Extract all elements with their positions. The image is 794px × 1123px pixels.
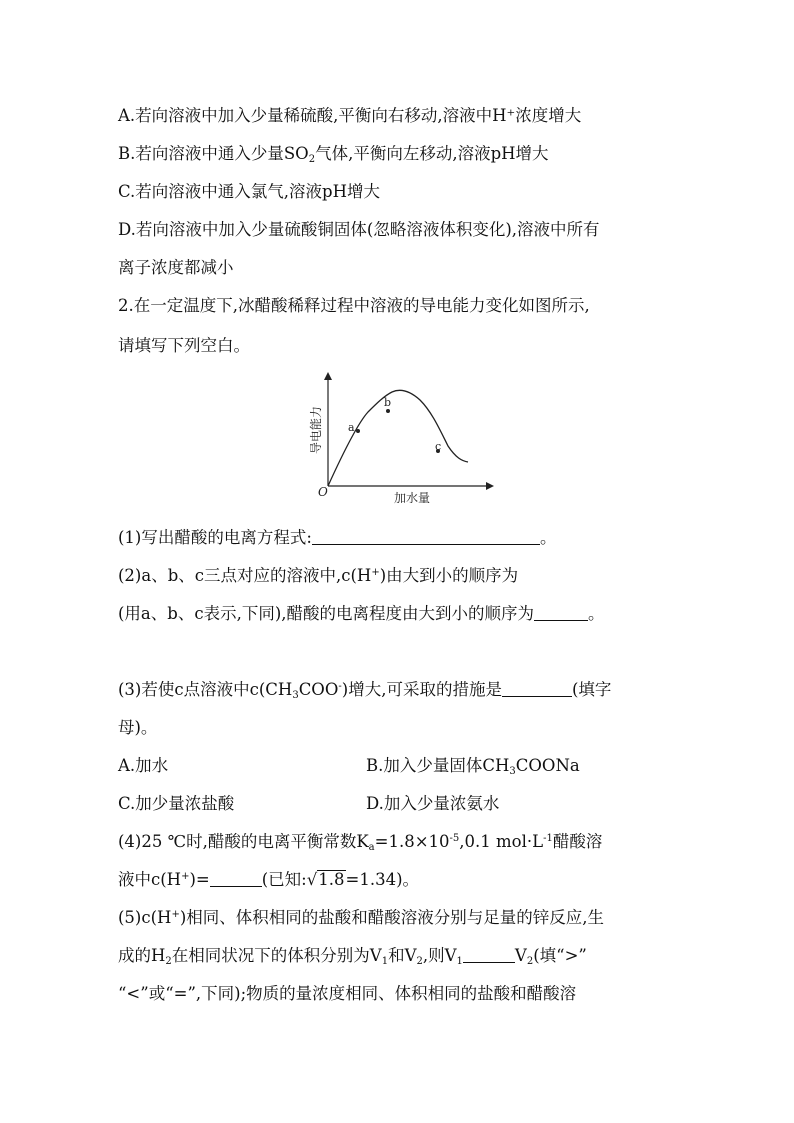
question2-stem-line1: 2.在一定温度下,冰醋酸稀释过程中溶液的导电能力变化如图所示, xyxy=(118,296,590,315)
part2-line2: (用a、b、c表示,下同),醋酸的电离程度由大到小的顺序为 。 xyxy=(118,604,605,623)
option-d-line1: D.若向溶液中加入少量硫酸铜固体(忽略溶液体积变化),溶液中所有 xyxy=(118,220,600,239)
x-axis-arrow xyxy=(486,482,494,490)
option-c: C.若向溶液中通入氯气,溶液pH增大 xyxy=(118,182,380,201)
sqrt-sign: √ xyxy=(306,870,318,889)
conductivity-curve xyxy=(328,390,468,486)
part3-line1: (3)若使c点溶液中$c(CH_3COO^-)$增大,可采取的措施是 (填字 xyxy=(118,680,612,701)
part4-line2: 液中c(H+)= (已知:√1.8=1.34)。 xyxy=(118,870,420,889)
point-b-marker xyxy=(386,409,390,413)
part2-line1: (2)a、b、c三点对应的溶液中,c(H+)由大到小的顺序为 xyxy=(118,566,519,585)
question2-stem-line2: 请填写下列空白。 xyxy=(118,336,250,355)
conductivity-diagram xyxy=(298,368,498,508)
answer-blank-1[interactable] xyxy=(312,528,540,545)
point-c-label: c xyxy=(435,440,442,453)
origin-label: O xyxy=(318,485,328,499)
answer-blank-2[interactable] xyxy=(534,604,588,621)
answer-blank-5[interactable] xyxy=(463,946,515,963)
option-a: A.若向溶液中加入少量稀硫酸,平衡向右移动,溶液中H⁺浓度增大 xyxy=(118,106,582,125)
part3-options-row1 xyxy=(118,754,168,778)
point-b-label: b xyxy=(384,396,392,409)
point-a-marker xyxy=(356,429,360,433)
part3-line2: 母)。 xyxy=(118,718,158,737)
part1: (1)写出醋酸的电离方程式: 。 xyxy=(118,528,557,547)
part4-line1: (4)25 ℃时,醋酸的电离平衡常数$K_a=1.8\times 10^{-5},0.1$ $mol\cdot L^{-1}$醋酸溶 xyxy=(118,832,603,853)
point-a-label: a xyxy=(348,421,355,434)
option-3d: D.加入少量浓氨水 xyxy=(366,794,500,813)
option-3a: A.加水 xyxy=(118,756,169,775)
option-3c: C.加少量浓盐酸 xyxy=(118,794,235,813)
sqrt-radicand: 1.8 xyxy=(318,870,345,889)
y-axis-label: 导电能力 xyxy=(309,405,323,454)
answer-blank-3[interactable] xyxy=(502,680,572,697)
answer-blank-4[interactable] xyxy=(210,870,262,887)
option-d-line2: 离子浓度都减小 xyxy=(118,258,234,277)
part5-line1: (5)c(H+)相同、体积相同的盐酸和醋酸溶液分别与足量的锌反应,生 xyxy=(118,908,605,927)
option-3b: B.加入少量固体$CH_3COONa$ xyxy=(366,756,580,777)
y-axis-arrow xyxy=(324,372,332,380)
part5-line3: “<”或“=”,下同);物质的量浓度相同、体积相同的盐酸和醋酸溶 xyxy=(118,984,577,1003)
option-b: B.若向溶液中通入少量$SO_2$气体,平衡向左移动,溶液pH增大 xyxy=(118,144,549,165)
x-axis-label: 加水量 xyxy=(394,491,431,505)
part5-line2: 成的$H_2$在相同状况下的体积分别为$V_1$和$V_2$,则$V_1$ $V_2$(填“>” xyxy=(118,946,587,967)
